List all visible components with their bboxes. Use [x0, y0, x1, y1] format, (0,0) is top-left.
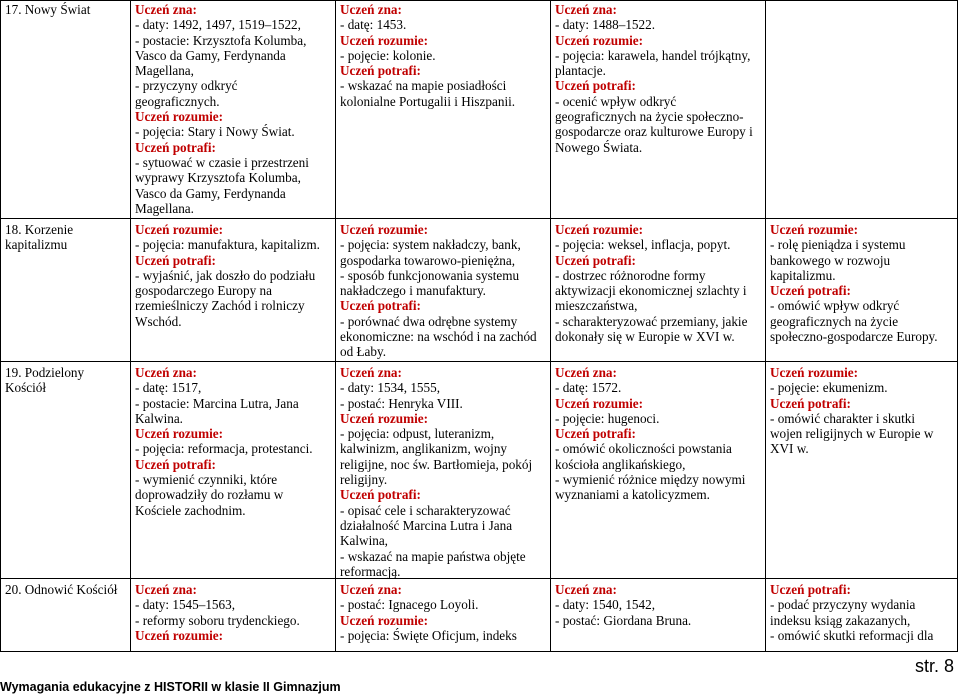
requirement-heading: Uczeń rozumie: — [770, 365, 859, 380]
requirement-line: gospodarcze oraz kulturowe Europy i — [555, 124, 753, 140]
requirement-line: bankowego w rozwoju — [770, 252, 891, 268]
topic-title: 18. Korzenie kapitalizmu — [5, 222, 74, 253]
requirements-cell — [340, 365, 532, 579]
requirement-line: - omówić skutki reformacji dla — [770, 627, 934, 643]
requirement-heading: Uczeń rozumie: — [340, 410, 429, 426]
requirement-line: Kalwina, — [340, 533, 388, 549]
requirement-heading: Uczeń potrafi: — [770, 395, 851, 411]
requirement-line: - postacie: Marcina Lutra, Jana — [135, 395, 299, 411]
column-divider — [765, 0, 766, 652]
requirement-line: - wskazać na mapie państwa objęte — [340, 548, 526, 564]
requirement-line: Kalwina. — [135, 410, 183, 426]
requirement-line: - omówić okoliczności powstania — [555, 441, 732, 457]
requirement-line: - daty: 1534, 1555, — [340, 380, 440, 396]
requirement-line: kolonialne Portugalii i Hiszpanii. — [340, 93, 516, 109]
requirement-line: działalność Marcina Lutra i Jana — [340, 517, 513, 533]
requirement-line: - postacie: Krzysztofa Kolumba, — [135, 32, 307, 48]
topic-title: 17. Nowy Świat — [5, 2, 91, 17]
requirements-cell — [770, 582, 933, 643]
requirement-line: Magellana, — [135, 63, 194, 79]
row-divider — [0, 218, 958, 219]
requirement-heading: Uczeń rozumie: — [770, 222, 859, 237]
requirements-cell — [135, 2, 309, 216]
table-border — [0, 0, 958, 1]
requirement-heading: Uczeń rozumie: — [340, 612, 429, 628]
requirement-line: - omówić wpływ odkryć — [770, 298, 900, 314]
requirement-line: - pojęcie: hugenoci. — [555, 410, 660, 426]
requirement-line: - opisać cele i scharakteryzować — [340, 502, 511, 518]
requirement-line: Vasco da Gamy, Ferdynanda — [135, 47, 286, 63]
column-divider — [550, 0, 551, 652]
topic-cell — [5, 365, 115, 396]
requirements-cell — [770, 222, 938, 344]
requirement-heading: Uczeń zna: — [340, 365, 402, 380]
requirement-heading: Uczeń potrafi: — [135, 139, 216, 155]
requirement-heading: Uczeń potrafi: — [135, 456, 216, 472]
topic-title: 20. Odnowić Kościół — [5, 582, 118, 597]
requirement-heading: Uczeń rozumie: — [340, 32, 429, 48]
requirements-cell — [555, 2, 753, 155]
topic-cell — [5, 582, 117, 597]
requirement-line: - wymienić różnice między nowymi — [555, 472, 746, 488]
requirement-line: kapitalizmu. — [770, 267, 836, 283]
requirement-heading: Uczeń potrafi: — [555, 252, 636, 268]
requirement-line: geograficznych na życie społeczno- — [555, 109, 744, 125]
requirement-line: XVI w. — [770, 441, 809, 457]
requirement-heading: Uczeń zna: — [135, 582, 197, 597]
requirement-heading: Uczeń rozumie: — [135, 627, 224, 643]
requirement-heading: Uczeń rozumie: — [555, 395, 644, 411]
requirement-line: geograficznych. — [135, 93, 220, 109]
requirement-heading: Uczeń rozumie: — [135, 222, 224, 237]
requirement-heading: Uczeń potrafi: — [340, 298, 421, 314]
requirement-heading: Uczeń zna: — [555, 2, 617, 17]
requirement-heading: Uczeń potrafi: — [135, 252, 216, 268]
requirement-line: rzemieślniczy Zachód i rolniczy — [135, 298, 305, 314]
requirement-line: gospodarczego Europy na — [135, 283, 272, 299]
requirement-line: - pojęcia: Święte Oficjum, indeks — [340, 627, 517, 643]
requirement-line: - ocenić wpływ odkryć — [555, 93, 677, 109]
requirement-line: - postać: Ignacego Loyoli. — [340, 597, 479, 613]
requirement-line: - dostrzec różnorodne formy — [555, 267, 706, 283]
requirement-heading: Uczeń potrafi: — [340, 63, 421, 79]
requirement-line: - datę: 1453. — [340, 17, 407, 33]
requirements-cell — [340, 222, 537, 360]
requirements-cell — [135, 582, 300, 643]
column-divider — [335, 0, 336, 652]
requirement-line: Wschód. — [135, 313, 182, 329]
requirement-heading: Uczeń rozumie: — [555, 222, 644, 237]
requirements-cell — [555, 582, 691, 628]
requirement-line: - daty: 1540, 1542, — [555, 597, 655, 613]
topic-cell — [5, 222, 125, 253]
requirement-heading: Uczeń potrafi: — [770, 582, 851, 597]
requirement-line: geograficznych na życie — [770, 313, 899, 329]
requirement-line: - pojęcia: weksel, inflacja, popyt. — [555, 237, 731, 253]
requirement-line: religijny. — [340, 472, 388, 488]
requirement-line: - pojęcia: reformacja, protestanci. — [135, 441, 313, 457]
requirement-line: - reformy soboru trydenckiego. — [135, 612, 300, 628]
requirement-line: - pojęcia: karawela, handel trójkątny, — [555, 47, 751, 63]
topic-title: 19. Podzielony Kościół — [5, 365, 85, 396]
page-number: str. 8 — [914, 656, 954, 676]
requirement-heading: Uczeń rozumie: — [135, 426, 224, 442]
requirement-heading: Uczeń rozumie: — [135, 109, 224, 125]
requirement-line: - daty: 1545‒1563, — [135, 597, 235, 613]
requirement-line: społeczno-gospodarcze Europy. — [770, 329, 938, 345]
requirement-line: wyznaniami a katolicyzmem. — [555, 487, 710, 503]
requirement-line: - postać: Giordana Bruna. — [555, 612, 692, 628]
requirement-heading: Uczeń rozumie: — [555, 32, 644, 48]
requirement-line: - pojęcie: ekumenizm. — [770, 380, 888, 396]
requirement-line: - pojęcia: Stary i Nowy Świat. — [135, 124, 295, 140]
requirement-line: religijne, noc św. Bartłomieja, pokój — [340, 456, 533, 472]
requirement-heading: Uczeń zna: — [340, 582, 402, 597]
requirement-line: - porównać dwa odrębne systemy — [340, 313, 518, 329]
column-divider — [130, 0, 131, 652]
requirement-line: - pojęcia: manufaktura, kapitalizm. — [135, 237, 320, 253]
requirement-line: - daty: 1488‒1522. — [555, 17, 655, 33]
table-border — [957, 0, 958, 652]
requirement-line: - postać: Henryka VIII. — [340, 395, 463, 411]
requirement-heading: Uczeń zna: — [555, 582, 617, 597]
requirement-line: od Łaby. — [340, 344, 387, 360]
table-border — [0, 651, 958, 652]
requirement-line: mieszczaństwa, — [555, 298, 638, 314]
requirement-line: kościoła anglikańskiego, — [555, 456, 686, 472]
requirement-line: - scharakteryzować przemiany, jakie — [555, 313, 748, 329]
requirement-line: wyprawy Krzysztofa Kolumba, — [135, 170, 301, 186]
requirement-heading: Uczeń zna: — [340, 2, 402, 17]
requirement-line: doprowadziły do rozłamu w — [135, 487, 284, 503]
requirements-cell — [135, 365, 313, 518]
requirement-heading: Uczeń zna: — [135, 2, 197, 17]
requirement-heading: Uczeń potrafi: — [555, 426, 636, 442]
requirement-heading: Uczeń potrafi: — [770, 283, 851, 299]
requirement-line: kalwinizm, anglikanizm, wojny — [340, 441, 508, 457]
requirement-line: dokonały się w Europie w XVI w. — [555, 329, 735, 345]
requirement-line: - sytuować w czasie i przestrzeni — [135, 154, 309, 170]
requirement-heading: Uczeń potrafi: — [555, 78, 636, 94]
requirement-line: Nowego Świata. — [555, 139, 643, 155]
requirement-line: Kościele zachodnim. — [135, 502, 246, 518]
requirement-line: - datę: 1517, — [135, 380, 202, 396]
requirements-cell — [340, 582, 517, 643]
requirement-line: - przyczyny odkryć — [135, 78, 238, 94]
requirement-line: - datę: 1572. — [555, 380, 622, 396]
requirement-line: - daty: 1492, 1497, 1519‒1522, — [135, 17, 301, 33]
requirement-line: - wskazać na mapie posiadłości — [340, 78, 507, 94]
requirement-line: - omówić charakter i skutki — [770, 410, 916, 426]
requirement-line: - pojęcie: kolonie. — [340, 47, 436, 63]
requirement-line: ekonomiczne: na wschód i na zachód — [340, 329, 537, 345]
table-border — [0, 0, 1, 652]
requirement-line: - podać przyczyny wydania — [770, 597, 916, 613]
requirement-line: - pojęcia: odpust, luteranizm, — [340, 426, 495, 442]
requirement-line: reformacją. — [340, 563, 401, 579]
requirement-line: - sposób funkcjonowania systemu — [340, 267, 520, 283]
requirement-line: plantacje. — [555, 63, 606, 79]
requirement-heading: Uczeń potrafi: — [340, 487, 421, 503]
requirement-line: - pojęcia: system nakładczy, bank, — [340, 237, 521, 253]
requirement-line: - rolę pieniądza i systemu — [770, 237, 906, 253]
requirement-line: nakładczego i manufaktury. — [340, 283, 486, 299]
requirement-line: wojen religijnych w Europie w — [770, 426, 934, 442]
requirement-line: gospodarka towarowo-pieniężna, — [340, 252, 516, 268]
requirement-line: Magellana. — [135, 200, 194, 216]
requirements-cell — [135, 222, 320, 329]
requirements-cell — [770, 365, 933, 457]
requirement-line: indeksu ksiąg zakazanych, — [770, 612, 911, 628]
requirements-cell — [555, 222, 747, 344]
requirement-line: - wyjaśnić, jak doszło do podziału — [135, 267, 316, 283]
footer-title: Wymagania edukacyjne z HISTORII w klasie II Gimnazjum — [0, 680, 341, 694]
requirement-heading: Uczeń rozumie: — [340, 222, 429, 237]
requirements-cell — [340, 2, 515, 109]
requirement-line: - wymienić czynniki, które — [135, 472, 278, 488]
requirement-line: Vasco da Gamy, Ferdynanda — [135, 185, 286, 201]
requirement-heading: Uczeń zna: — [135, 365, 197, 380]
row-divider — [0, 361, 958, 362]
requirement-line: aktywizacji ekonomicznej szlachty i — [555, 283, 747, 299]
requirements-cell — [555, 365, 745, 503]
requirement-heading: Uczeń zna: — [555, 365, 617, 380]
topic-cell — [5, 2, 90, 17]
